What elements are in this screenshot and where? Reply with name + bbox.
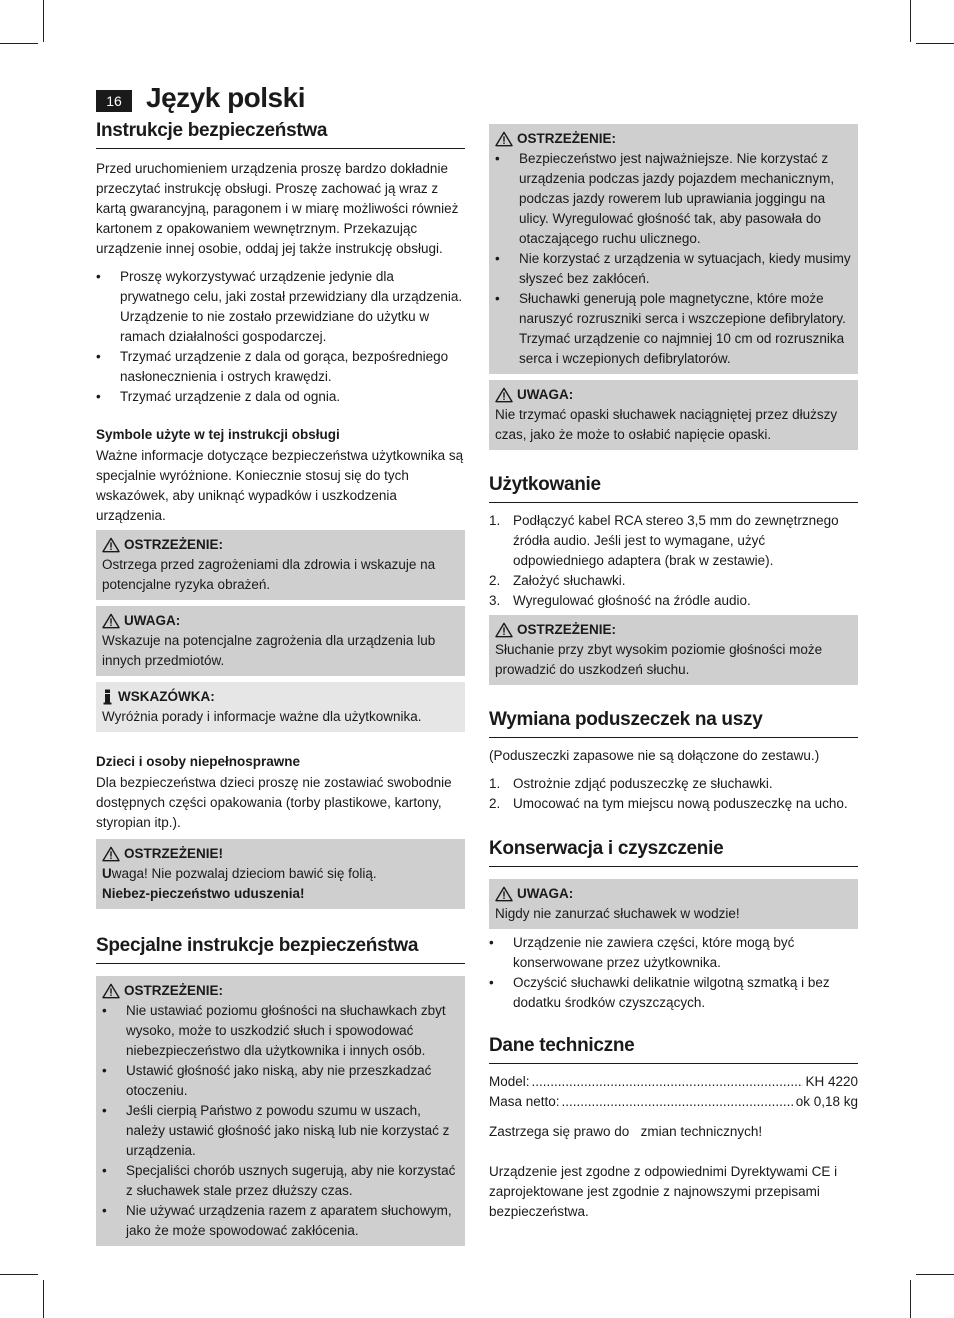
- section-heading-special: Specjalne instrukcje bezpieczeństwa: [96, 935, 465, 964]
- warning-triangle-icon: [495, 131, 513, 147]
- crop-mark: [910, 1280, 911, 1318]
- special-warning-box: [96, 976, 465, 1246]
- warning-triangle-icon: [495, 387, 513, 403]
- page-title: Język polski: [146, 82, 305, 113]
- spec-row-mass: Masa netto: ..... ok 0,18 kg: [489, 1092, 858, 1112]
- subheading-children: Dzieci i osoby niepełnosprawne: [96, 754, 301, 769]
- warning-bullet-list: [495, 149, 852, 369]
- warning-first-letter: U: [102, 866, 112, 881]
- crop-mark: [43, 1280, 44, 1318]
- section-heading-tech: Dane techniczne: [489, 1035, 858, 1064]
- warning-triangle-icon: [102, 613, 120, 629]
- hint-box: [96, 682, 465, 732]
- warning-triangle-icon: [495, 622, 513, 638]
- warning-label: OSTRZEŻENIE:: [517, 131, 617, 146]
- list-item: • Nie korzystać z urządzenia w sytuacjach, kiedy musimy słyszeć bez zakłóceń.: [495, 251, 851, 286]
- crop-mark: [43, 0, 44, 42]
- list-item: • Jeśli cierpią Państwo z powodu szumu w uszach, należy ustawić głośność jako niską lub nie korzystać z urządzenia.: [102, 1103, 450, 1158]
- warning-label: OSTRZEŻENIE!: [124, 846, 224, 861]
- section-heading-care: Konserwacja i czyszczenie: [489, 838, 858, 867]
- children-text: Dla bezpieczeństwa dzieci proszę nie zostawiać swobodnie dostępnych części opakowania (torby plastikowe, kartony, styropian itp.).: [96, 775, 452, 830]
- hint-label: WSKAZÓWKA:: [118, 689, 215, 704]
- caution-box: [96, 606, 465, 676]
- warning-triangle-icon: [495, 886, 513, 902]
- warning-triangle-icon: [102, 846, 120, 862]
- warning-text: Ostrzega przed zagrożeniami dla zdrowia i wskazuje na potencjalne ryzyka obrażeń.: [102, 557, 436, 592]
- pads-note: (Poduszeczki zapasowe nie są dołączone do zestawu.): [489, 748, 820, 763]
- list-item: • Trzymać urządzenie z dala od gorąca, bezpośredniego nasłonecznienia i ostrych krawędzi.: [96, 349, 449, 384]
- section-heading-usage: Użytkowanie: [489, 474, 858, 503]
- list-item: 2. Założyć słuchawki.: [489, 573, 626, 588]
- warning-bold-text: Niebez-pieczeństwo uduszenia!: [102, 886, 305, 901]
- caution-label: UWAGA:: [517, 387, 574, 402]
- list-item: • Słuchawki generują pole magnetyczne, które może naruszyć rozruszniki serca i wszczepione defibrylatory. Trzymać urządzenie co najmniej 10 cm od rozrusznika serca i wczepionych defibrylatorów.: [495, 291, 846, 366]
- usage-steps: [489, 511, 858, 611]
- tech-specs: [489, 1072, 858, 1112]
- list-item: 1. Podłączyć kabel RCA stereo 3,5 mm do zewnętrznego źródła audio. Jeśli jest to wymagane, użyć odpowiedniego adaptera (brak w zestawie).: [489, 513, 839, 568]
- symbols-text: Ważne informacje dotyczące bezpieczeństwa użytkownika są specjalnie wyróżnione. Koniecznie stosuj się do tych wskazówek, aby uniknąć wypadków i uszkodzenia urządzenia.: [96, 448, 464, 523]
- safety-intro: Przed uruchomieniem urządzenia proszę bardzo dokładnie przeczytać instrukcję obsługi. Proszę zachować ją wraz z kartą gwarancyjną, paragonem i w miarę możliwości również kartonem z opakowaniem wewnętrznym. Przekazując urządzenie innej osobie, oddaj jej także instrukcję obsługi.: [96, 161, 459, 256]
- list-item: 3. Wyregulować głośność na źródle audio.: [489, 593, 751, 608]
- special-bullet-list: [102, 1001, 459, 1241]
- section-heading-pads: Wymiana poduszeczek na uszy: [489, 709, 858, 738]
- compliance-note: Urządzenie jest zgodne z odpowiednimi Dyrektywami CE i zaprojektowane jest zgodnie z najnowszymi przepisami bezpieczeństwa.: [489, 1164, 838, 1219]
- list-item: 2. Umocować na tym miejscu nową poduszeczkę na ucho.: [489, 796, 848, 811]
- warning-triangle-icon: [102, 983, 120, 999]
- children-warning-box: [96, 839, 465, 909]
- crop-mark: [916, 1274, 954, 1275]
- caution-text: Wskazuje na potencjalne zagrożenia dla urządzenia lub innych przedmiotów.: [102, 633, 436, 668]
- safety-bullet-list: [96, 267, 465, 407]
- list-item: 1. Ostrożnie zdjąć poduszeczkę ze słuchawki.: [489, 776, 773, 791]
- headband-caution-box: [489, 380, 858, 450]
- page-number: 16: [96, 90, 132, 112]
- list-item: • Bezpieczeństwo jest najważniejsze. Nie korzystać z urządzenia podczas jazdy pojazdem mechanicznym, podczas jazdy rowerem lub uprawiania joggingu na ulicy. Wyregulować głośność tak, aby pasowała do otaczającego ruchu ulicznego.: [495, 151, 835, 246]
- left-column: [96, 120, 465, 1246]
- info-icon: [102, 689, 114, 705]
- spec-row-model: Model: ..... KH 4220: [489, 1072, 858, 1092]
- list-item: • Oczyścić słuchawki delikatnie wilgotną szmatką i bez dodatku środków czyszczących.: [489, 975, 830, 1010]
- pads-steps: [489, 774, 858, 814]
- right-column: [489, 124, 858, 1222]
- warning-label: OSTRZEŻENIE:: [517, 622, 617, 637]
- caution-label: UWAGA:: [124, 613, 181, 628]
- list-item: • Ustawić głośność jako niską, aby nie przeszkadzać otoczeniu.: [102, 1063, 432, 1098]
- list-item: • Urządzenie nie zawiera części, które mogą być konserwowane przez użytkownika.: [489, 935, 795, 970]
- section-heading-safety: Instrukcje bezpieczeństwa: [96, 120, 465, 149]
- warning-text: Słuchanie przy zbyt wysokim poziomie głośności może prowadzić do uszkodzeń słuchu.: [495, 642, 823, 677]
- crop-mark: [916, 43, 954, 44]
- warning-text: waga! Nie pozwalaj dzieciom bawić się folią.: [111, 866, 377, 881]
- care-caution-box: [489, 879, 858, 929]
- hint-text: Wyróżnia porady i informacje ważne dla użytkownika.: [102, 709, 422, 724]
- warning-label: OSTRZEŻENIE:: [124, 537, 224, 552]
- list-item: • Specjaliści chorób usznych sugerują, aby nie korzystać z słuchawek stale przez dłuższy czas.: [102, 1163, 456, 1198]
- warning-label: OSTRZEŻENIE:: [124, 983, 224, 998]
- crop-mark: [0, 43, 38, 44]
- care-bullet-list: [489, 933, 858, 1013]
- traffic-warning-box: [489, 124, 858, 374]
- warning-box: [96, 530, 465, 600]
- crop-mark: [0, 1274, 38, 1275]
- technical-changes-note: Zastrzega się prawo do zmian technicznych!: [489, 1124, 763, 1139]
- list-item: • Proszę wykorzystywać urządzenie jedynie dla prywatnego celu, jaki został przewidziany dla urządzenia. Urządzenie to nie zostało przewidziane do użytku w ramach działalności gospodarczej.: [96, 269, 463, 344]
- caution-label: UWAGA:: [517, 886, 574, 901]
- subheading-symbols: Symbole użyte w tej instrukcji obsługi: [96, 427, 340, 442]
- warning-triangle-icon: [102, 537, 120, 553]
- list-item: • Trzymać urządzenie z dala od ognia.: [96, 389, 341, 404]
- list-item: • Nie używać urządzenia razem z aparatem słuchowym, jako że może spowodować zakłócenia.: [102, 1203, 452, 1238]
- caution-text: Nie trzymać opaski słuchawek naciągniętej przez dłuższy czas, jako że może to osłabić napięcie opaski.: [495, 407, 838, 442]
- crop-mark: [910, 0, 911, 42]
- usage-warning-box: [489, 615, 858, 685]
- list-item: • Nie ustawiać poziomu głośności na słuchawkach zbyt wysoko, może to uszkodzić słuch i spowodować niebezpieczeństwo dla użytkownika i innych osób.: [102, 1003, 446, 1058]
- caution-text: Nigdy nie zanurzać słuchawek w wodzie!: [495, 906, 740, 921]
